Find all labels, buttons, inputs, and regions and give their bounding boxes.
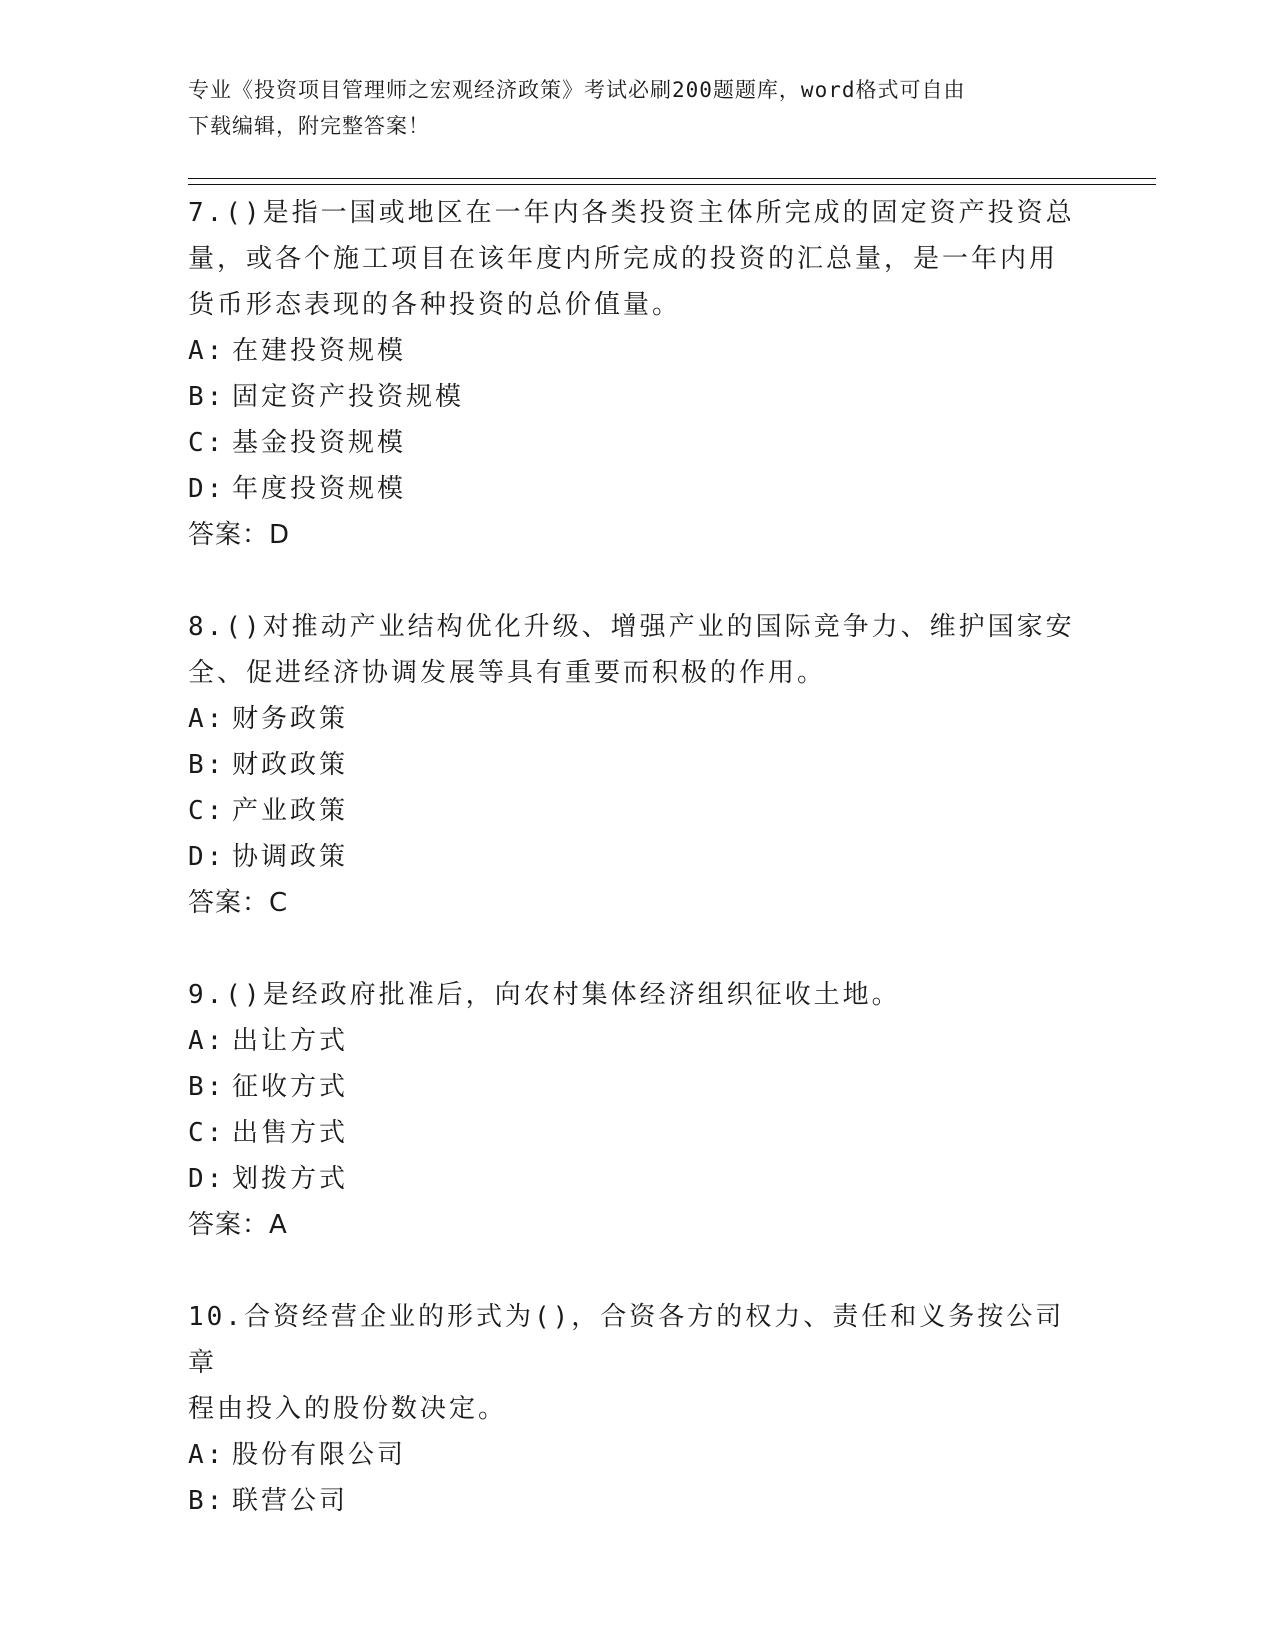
option-row — [188, 742, 1088, 788]
option-key: C: — [188, 428, 226, 458]
question-block — [188, 604, 1088, 972]
question-block — [188, 190, 1088, 604]
option-text: 协调政策 — [232, 842, 349, 872]
option-key: B: — [188, 382, 226, 412]
option-key: D: — [188, 842, 226, 872]
option-text: 基金投资规模 — [232, 428, 407, 458]
option-text: 产业政策 — [232, 796, 349, 826]
question-text-line: 8.()对推动产业结构优化升级、增强产业的国际竞争力、维护国家安 — [188, 612, 1075, 642]
option-key: D: — [188, 1164, 226, 1194]
answer-line: 答案：D — [188, 520, 291, 550]
option-row — [188, 1156, 1088, 1202]
option-key: C: — [188, 1118, 226, 1148]
question-text-line: 量，或各个施工项目在该年度内所完成的投资的汇总量，是一年内用 — [188, 244, 1059, 274]
option-key: A: — [188, 704, 226, 734]
question-spacer — [188, 1248, 1088, 1294]
header-divider-bottom — [188, 184, 1156, 185]
option-text: 出让方式 — [232, 1026, 349, 1056]
option-key: B: — [188, 750, 226, 780]
option-key: D: — [188, 474, 226, 504]
answer-line: 答案：C — [188, 888, 289, 918]
question-text-line: 程由投入的股份数决定。 — [188, 1394, 508, 1424]
question-spacer — [188, 558, 1088, 604]
option-key: A: — [188, 1440, 226, 1470]
option-row — [188, 466, 1088, 512]
option-text: 出售方式 — [232, 1118, 349, 1148]
answer-line: 答案：A — [188, 1210, 288, 1240]
option-row — [188, 1432, 1088, 1478]
question-text-line: 10.合资经营企业的形式为()，合资各方的权力、责任和义务按公司章 — [188, 1302, 1065, 1378]
document-header — [188, 72, 1068, 144]
option-text: 征收方式 — [232, 1072, 349, 1102]
question-text-line: 9.()是经政府批准后，向农村集体经济组织征收土地。 — [188, 980, 901, 1010]
option-text: 在建投资规模 — [232, 336, 407, 366]
option-text: 年度投资规模 — [232, 474, 407, 504]
header-line-1: 专业《投资项目管理师之宏观经济政策》考试必刷200题题库，word格式可自由 — [188, 78, 966, 102]
option-row — [188, 834, 1088, 880]
option-row — [188, 328, 1088, 374]
question-list — [188, 190, 1088, 1524]
option-key: C: — [188, 796, 226, 826]
option-text: 财政政策 — [232, 750, 349, 780]
option-text: 财务政策 — [232, 704, 349, 734]
option-row — [188, 1478, 1088, 1524]
option-key: A: — [188, 336, 226, 366]
option-key: B: — [188, 1486, 226, 1516]
header-divider-top — [188, 178, 1156, 179]
question-text-line: 7.()是指一国或地区在一年内各类投资主体所完成的固定资产投资总 — [188, 198, 1075, 228]
question-text-line: 全、促进经济协调发展等具有重要而积极的作用。 — [188, 658, 827, 688]
option-row — [188, 1110, 1088, 1156]
option-text: 联营公司 — [232, 1486, 349, 1516]
option-row — [188, 1018, 1088, 1064]
question-text-line: 货币形态表现的各种投资的总价值量。 — [188, 290, 682, 320]
option-row — [188, 696, 1088, 742]
option-key: A: — [188, 1026, 226, 1056]
option-row — [188, 374, 1088, 420]
header-line-2: 下载编辑，附完整答案！ — [188, 114, 430, 138]
option-text: 股份有限公司 — [232, 1440, 407, 1470]
question-block — [188, 972, 1088, 1294]
question-spacer — [188, 926, 1088, 972]
option-key: B: — [188, 1072, 226, 1102]
option-row — [188, 420, 1088, 466]
option-row — [188, 788, 1088, 834]
option-text: 划拨方式 — [232, 1164, 349, 1194]
option-row — [188, 1064, 1088, 1110]
option-text: 固定资产投资规模 — [232, 382, 465, 412]
question-block — [188, 1294, 1088, 1524]
